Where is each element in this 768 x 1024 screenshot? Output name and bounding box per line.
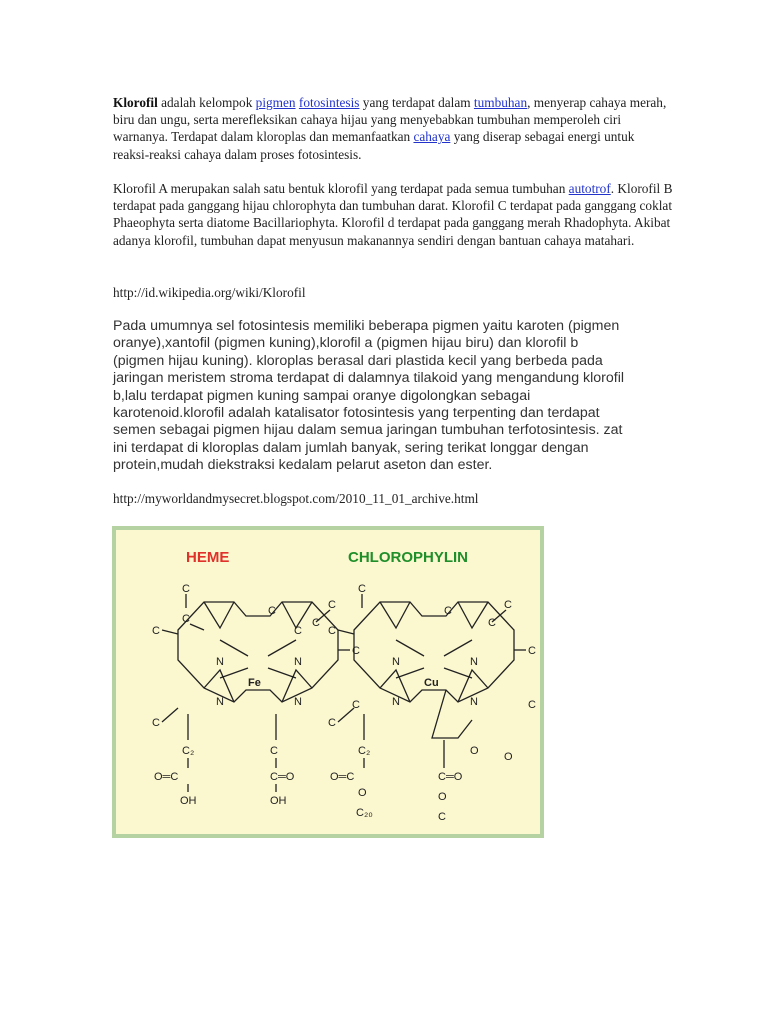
atom-o: O bbox=[470, 745, 479, 757]
chloro-bond bbox=[396, 640, 424, 656]
link-pigmen[interactable]: pigmen bbox=[255, 95, 296, 110]
atom-oh: OH bbox=[270, 795, 287, 807]
atom-c: C bbox=[268, 605, 276, 617]
heme-bond bbox=[268, 668, 296, 678]
atom-c: C bbox=[328, 599, 336, 611]
heme-pyrrole-1 bbox=[204, 602, 234, 628]
atom-n: N bbox=[392, 696, 400, 708]
bond bbox=[162, 630, 178, 634]
atom-c2: C₂ bbox=[182, 745, 195, 757]
atom-c: C bbox=[488, 617, 496, 629]
atom-c: C bbox=[182, 613, 190, 625]
chlorophylin-metal-cu: Cu bbox=[424, 677, 439, 689]
atom-c: C bbox=[182, 583, 190, 595]
atom-oh: OH bbox=[180, 795, 197, 807]
chloro-pyrrole-1 bbox=[380, 602, 410, 628]
atom-n: N bbox=[216, 696, 224, 708]
atom-c: C bbox=[152, 625, 160, 637]
link-fotosintesis[interactable]: fotosintesis bbox=[298, 95, 360, 110]
heme-metal-fe: Fe bbox=[248, 677, 261, 689]
source-url-wikipedia: http://id.wikipedia.org/wiki/Klorofil bbox=[113, 285, 306, 300]
heme-bond bbox=[268, 640, 296, 656]
atom-o-eq-c: O═C bbox=[154, 771, 179, 783]
atom-n: N bbox=[294, 696, 302, 708]
atom-c-eq-o: C═O bbox=[270, 771, 295, 783]
text: Klorofil A merupakan salah satu bentuk klorofil yang terdapat pada semua tumbuhan bbox=[113, 181, 569, 196]
bond bbox=[338, 708, 354, 722]
atom-n: N bbox=[470, 656, 478, 668]
heme-bond bbox=[220, 640, 248, 656]
term-klorofil: Klorofil bbox=[113, 95, 158, 110]
text: yang diserap sebagai energi untuk reaksi-reaksi cahaya dalam proses fotosintesis. bbox=[113, 129, 635, 162]
types-paragraph bbox=[113, 180, 673, 249]
atom-n: N bbox=[216, 656, 224, 668]
chloro-bond bbox=[396, 668, 424, 678]
atom-n: N bbox=[392, 656, 400, 668]
atom-c: C bbox=[352, 645, 360, 657]
bond bbox=[162, 708, 178, 722]
atom-c: C bbox=[352, 699, 360, 711]
link-cahaya[interactable]: cahaya bbox=[413, 129, 451, 145]
atom-c20: C₂₀ bbox=[356, 807, 373, 819]
heme-bond bbox=[220, 668, 248, 678]
text: yang terdapat dalam bbox=[359, 95, 474, 110]
atom-o: O bbox=[504, 751, 513, 763]
heme-title: HEME bbox=[186, 549, 230, 566]
chloro-cyclopentanone bbox=[432, 690, 472, 738]
bond bbox=[316, 610, 330, 622]
text: adalah kelompok bbox=[157, 95, 256, 110]
atom-o: O bbox=[358, 787, 367, 799]
chloro-bond bbox=[444, 668, 472, 678]
atom-c: C bbox=[504, 599, 512, 611]
atom-c: C bbox=[312, 617, 320, 629]
pigment-paragraph: Pada umumnya sel fotosintesis memiliki beberapa pigmen yaitu karoten (pigmen oranye),xantofil (pigmen kuning),klorofil a (pigmen hijau biru) dan klorofil b (pigmen hijau kuning). kloroplas berasal dari plastida kecil yang berbeda pada jaringan meristem stroma terdapat di dalamnya tilakoid yang mengandung klorofil b,lalu terdapat pigmen kuning sampai oranye digolongkan sebagai karotenoid.klorofil adalah katalisator fotosintesis yang terpenting dan terdapat semen sebagai pigmen hijau dalam semua jaringan tumbuhan terfotosintesis. zat ini terdapat di kloroplas dalam jumlah banyak, sering terikat longgar dengan protein,mudah diekstraksi kedalam pelarut aseton dan ester. bbox=[113, 318, 625, 474]
link-tumbuhan[interactable]: tumbuhan bbox=[473, 95, 528, 110]
atom-c: C bbox=[438, 811, 446, 823]
atom-c2: C₂ bbox=[358, 745, 371, 757]
bond bbox=[190, 624, 204, 630]
atom-c: C bbox=[528, 699, 536, 711]
chloro-pyrrole-2 bbox=[458, 602, 488, 628]
source-url-blog: http://myworldandmysecret.blogspot.com/2010_11_01_archive.html bbox=[113, 491, 479, 506]
atom-c: C bbox=[444, 605, 452, 617]
atom-o: O bbox=[438, 791, 447, 803]
atom-c: C bbox=[328, 625, 336, 637]
chloro-bond bbox=[444, 640, 472, 656]
atom-c: C bbox=[358, 583, 366, 595]
atom-o-eq-c: O═C bbox=[330, 771, 355, 783]
link-autotrof[interactable]: autotrof bbox=[568, 181, 611, 196]
atom-c: C bbox=[294, 625, 302, 637]
text: . Klorofil B terdapat pada ganggang hijau chlorophyta dan tumbuhan darat. Klorofil C terdapat pada ganggang coklat Phaeophyta serta diatome Bacillariophyta. Klorofil d terdapat pada ganggang merah Rhadophyta. Akibat adanya klorofil, tumbuhan dapat menyusun makanannya sendiri dengan bantuan cahaya matahari. bbox=[113, 181, 673, 248]
heme-chlorophylin-diagram bbox=[112, 526, 544, 838]
text: , menyerap cahaya merah, biru dan ungu, serta merefleksikan cahaya hijau yang menyebabkan tumbuhan memperoleh ciri warnanya. Terdapat dalam kloroplas dan memanfaatkan bbox=[113, 95, 667, 145]
atom-c: C bbox=[270, 745, 278, 757]
atom-c-eq-o: C═O bbox=[438, 771, 463, 783]
atom-n: N bbox=[470, 696, 478, 708]
chlorophylin-title: CHLOROPHYLIN bbox=[348, 549, 468, 566]
bond bbox=[492, 610, 506, 622]
atom-c: C bbox=[152, 717, 160, 729]
heme-structure bbox=[152, 583, 360, 807]
bond bbox=[338, 630, 354, 634]
structure-svg bbox=[116, 530, 540, 834]
atom-c: C bbox=[528, 645, 536, 657]
intro-paragraph bbox=[113, 94, 673, 163]
atom-n: N bbox=[294, 656, 302, 668]
atom-c: C bbox=[328, 717, 336, 729]
